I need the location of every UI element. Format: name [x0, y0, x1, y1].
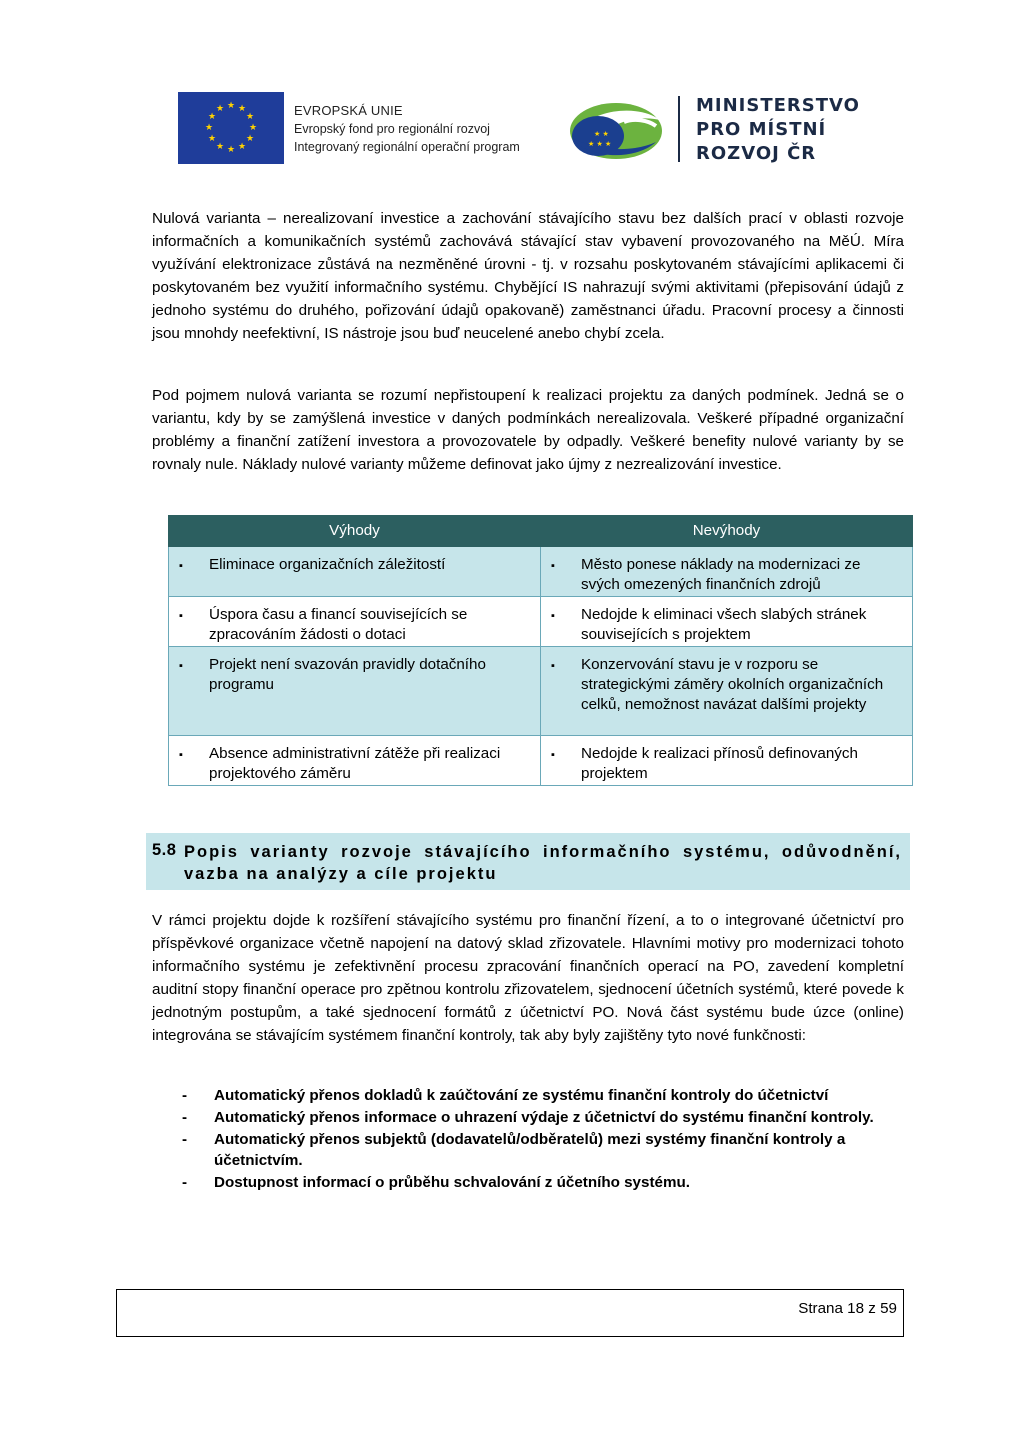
disadvantage-text: Nedojde k eliminaci všech slabých stránek souvisejících s projektem — [581, 606, 867, 643]
dash-marker: - — [182, 1109, 188, 1126]
dash-marker: - — [182, 1087, 188, 1104]
list-item — [152, 1107, 904, 1128]
bullet-icon: ▪ — [551, 749, 555, 761]
ministry-name — [696, 94, 860, 166]
svg-text:★: ★ — [204, 123, 214, 133]
section-number: 5.8 — [152, 841, 177, 859]
list-item-text: Automatický přenos dokladů k zaúčtování ze systému finanční kontroly do účetnictví — [214, 1087, 829, 1104]
list-item — [152, 1172, 904, 1193]
advantage-cell — [169, 547, 541, 597]
bullet-icon: ▪ — [179, 660, 183, 672]
page-number: Strana 18 z 59 — [798, 1300, 897, 1317]
section-heading — [146, 833, 910, 890]
document-header — [178, 92, 858, 168]
disadvantage-cell — [541, 647, 913, 736]
svg-text:★: ★ — [226, 145, 236, 155]
ministry-line3: ROZVOJ ČR — [696, 143, 817, 164]
bullet-icon: ▪ — [179, 749, 183, 761]
list-item — [152, 1129, 904, 1171]
table-row — [169, 597, 913, 647]
disadvantage-text: Město ponese náklady na modernizaci ze svých omezených finančních zdrojů — [581, 556, 861, 593]
eu-title: EVROPSKÁ UNIE — [294, 103, 403, 118]
table-row — [169, 736, 913, 786]
svg-text:★: ★ — [226, 101, 236, 111]
bullet-icon: ▪ — [179, 560, 183, 572]
table-row — [169, 547, 913, 597]
svg-text:★: ★ — [207, 112, 217, 122]
dash-marker: - — [182, 1174, 188, 1191]
ministry-logo — [564, 98, 664, 164]
disadvantage-text: Nedojde k realizaci přínosů definovaných projektem — [581, 745, 858, 782]
dash-marker: - — [182, 1131, 188, 1148]
svg-text:★: ★ — [237, 104, 247, 114]
svg-text:★ ★: ★ ★ — [594, 130, 609, 138]
logo-separator — [678, 96, 680, 162]
advantage-cell — [169, 597, 541, 647]
eu-flag-logo — [178, 92, 284, 164]
disadvantage-cell — [541, 597, 913, 647]
bullet-icon: ▪ — [551, 660, 555, 672]
list-item-text: Automatický přenos subjektů (dodavatelů/odběratelů) mezi systémy finanční kontroly a účetnictvím. — [214, 1131, 846, 1169]
ministry-line2: PRO MÍSTNÍ — [696, 119, 827, 140]
svg-text:★: ★ — [215, 104, 225, 114]
advantage-cell — [169, 647, 541, 736]
advantage-text: Absence administrativní zátěže při realizaci projektového záměru — [209, 745, 501, 782]
paragraph-project-description: V rámci projektu dojde k rozšíření stávajícího systému pro finanční řízení, a to o integrované účetnictví pro příspěvkové organizace včetně napojení na datový sklad zřizovatele. Hlavními motivy pro modernizaci tohoto informačního systému je zefektivnění procesu zpracování finančních operací na PO, zavedení kompletní auditní stopy finanční operace pro zpětnou kontrolu zřizovatelem, sjednocení účetních systémů, které povede k jednotným postupům, a také sjednocení formátů z účetnictví PO. Nová část systému bude úzce (online) integrována se stávajícím systémem finanční kontroly, tak aby byly zajištěny tyto nové funkčnosti: — [152, 912, 904, 1044]
list-item — [152, 1085, 904, 1106]
header-advantages: Výhody — [169, 516, 541, 547]
svg-text:★: ★ — [237, 142, 247, 152]
eu-stars-icon — [178, 92, 284, 164]
ministry-line1: MINISTERSTVO — [696, 95, 860, 116]
svg-text:★: ★ — [245, 134, 255, 144]
header-disadvantages: Nevýhody — [541, 516, 913, 547]
list-item-text: Automatický přenos informace o uhrazení výdaje z účetnictví do systému finanční kontroly. — [214, 1109, 874, 1126]
disadvantage-text: Konzervování stavu je v rozporu se strategickými záměry okolních organizačních celků, nemožnost navázat dalšími projekty — [581, 656, 884, 713]
svg-text:★: ★ — [245, 112, 255, 122]
paragraph-null-variant: Nulová varianta – nerealizovaní investice a zachování stávajícího stavu bez dalších prací v oblasti rozvoje informačních a komunikačních systémů zachovává stávající stav vybavení provozovaného na MěÚ. Míra využívání elektronizace zůstává na nezměněné úrovni - tj. v rozsahu poskytovaném stávajícími aplikacemi či poskytovaném bez využití informačního systému. Chybějící IS nahrazují svými aktivitami (přepisování údajů z jednoho systému do druhého, pořizování údajů opakovaně) zaměstnanci úřadu. Pracovní procesy a činnosti jsou mnohdy neefektivní, IS nástroje jsou buď neucelené anebo chybí zcela. — [152, 210, 904, 342]
table-row — [169, 647, 913, 736]
disadvantage-cell — [541, 736, 913, 786]
svg-text:★: ★ — [248, 123, 258, 133]
eu-caption — [294, 102, 520, 156]
svg-text:★: ★ — [215, 142, 225, 152]
paragraph-null-variant-definition: Pod pojmem nulová varianta se rozumí nepřistoupení k realizaci projektu za daných podmínek. Jedná se o variantu, kdy by se zamýšlená investice v daných podmínkách nerealizovala. Veškeré případné organizační problémy a finanční zatížení investora a provozovatele by odpadly. Veškeré benefity nulové varianty by se rovnaly nule. Náklady nulové varianty můžeme definovat jako újmy z nezrealizování investice. — [152, 387, 904, 473]
eu-fund: Evropský fond pro regionální rozvoj — [294, 122, 490, 136]
list-item-text: Dostupnost informací o průběhu schvalování z účetního systému. — [214, 1174, 690, 1191]
bullet-icon: ▪ — [551, 610, 555, 622]
page-footer — [116, 1289, 904, 1337]
svg-text:★: ★ — [207, 134, 217, 144]
functionality-list — [152, 1085, 904, 1194]
svg-text:★ ★ ★: ★ ★ ★ — [588, 140, 612, 148]
bullet-icon: ▪ — [179, 610, 183, 622]
disadvantage-cell — [541, 547, 913, 597]
bullet-icon: ▪ — [551, 560, 555, 572]
eu-program: Integrovaný regionální operační program — [294, 140, 520, 154]
advantage-text: Projekt není svazován pravidly dotačního programu — [209, 656, 486, 693]
section-title: Popis varianty rozvoje stávajícího informačního systému, odůvodnění, vazba na analýzy a cíle projektu — [184, 843, 902, 883]
advantage-text: Úspora času a financí souvisejících se zpracováním žádosti o dotaci — [209, 606, 468, 643]
advantage-cell — [169, 736, 541, 786]
advantage-text: Eliminace organizačních záležitostí — [209, 556, 446, 573]
pros-cons-table — [168, 515, 913, 786]
table-header-row — [169, 516, 913, 547]
